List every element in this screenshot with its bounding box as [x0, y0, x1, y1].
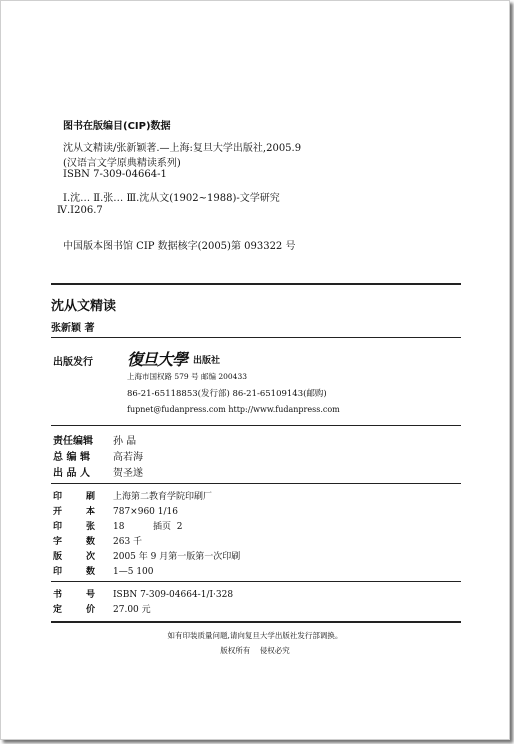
cip-line-2: (汉语言文学原典精读系列): [63, 158, 181, 169]
price-row: [53, 602, 151, 615]
publisher-phones: 86-21-65118853(发行部) 86-21-65109143(邮购): [127, 389, 327, 399]
publisher-label: 出版发行: [53, 357, 93, 368]
isbn-row: [53, 587, 233, 600]
editor-label: 出 品 人: [53, 468, 90, 479]
spec-label: 印 数: [53, 567, 95, 577]
price-label: 定 价: [53, 605, 95, 615]
spec-value: 263 千: [113, 537, 143, 547]
editor-row: [53, 448, 143, 463]
spec-label: 字 数: [53, 537, 95, 547]
editor-row: [53, 464, 143, 479]
divider-title: [51, 337, 461, 338]
divider-bottom: [51, 621, 461, 623]
spec-label: 版 次: [53, 552, 95, 562]
spec-value: 18 插页 2: [113, 522, 183, 532]
author: 张新颖 著: [51, 323, 95, 334]
divider-top: [51, 283, 461, 285]
divider-isbn: [51, 581, 461, 582]
editor-value: 孙 晶: [113, 436, 137, 447]
cip-heading: 图书在版编目(CIP)数据: [63, 121, 171, 132]
spec-row: [53, 534, 142, 547]
divider-specs: [51, 483, 461, 484]
cip-number: 中国版本图书馆 CIP 数据核字(2005)第 093322 号: [63, 241, 296, 252]
spec-value: 787×960 1/16: [113, 507, 178, 517]
publisher-address: 上海市国权路 579 号 邮编 200433: [127, 372, 247, 381]
spec-row: [53, 519, 183, 532]
cip-line-1: 沈从文精读/张新颖著.—上海:复旦大学出版社,2005.9: [63, 143, 302, 154]
spec-label: 开 本: [53, 507, 95, 517]
publisher-suffix: 出版社: [193, 356, 221, 366]
editor-row: [53, 432, 136, 447]
isbn-value: ISBN 7-309-04664-1/I·328: [113, 590, 234, 600]
cip-isbn: ISBN 7-309-04664-1: [63, 169, 167, 180]
spec-row: [53, 489, 212, 502]
spec-value: 2005 年 9 月第一版第一次印刷: [113, 552, 241, 562]
editor-label: 责任编辑: [53, 436, 93, 447]
spec-row: [53, 504, 178, 517]
editor-value: 高若海: [113, 452, 143, 463]
spec-label: 印 刷: [53, 492, 95, 502]
spec-row: [53, 549, 240, 562]
spec-row: [53, 564, 154, 577]
isbn-label: 书 号: [53, 590, 95, 600]
editor-value: 贺圣遂: [113, 468, 143, 479]
rights-notice: 版权所有 侵权必究: [220, 646, 290, 655]
publisher-web: fupnet@fudanpress.com http://www.fudanpress.com: [127, 405, 340, 414]
cip-subject-2: Ⅳ.I206.7: [57, 205, 103, 216]
editor-label: 总 编 辑: [53, 452, 90, 463]
spec-value: 1—5 100: [113, 567, 154, 577]
divider-editors: [51, 425, 461, 426]
spec-label: 印 张: [53, 522, 95, 532]
publisher-logo: 復旦大學: [127, 350, 188, 369]
book-title: 沈从文精读: [51, 299, 117, 314]
spec-value: 上海第二教育学院印刷厂: [113, 492, 213, 502]
cip-subject-1: Ⅰ.沈… Ⅱ.张… Ⅲ.沈从文(1902~1988)-文学研究: [63, 193, 280, 204]
price-value: 27.00 元: [113, 605, 151, 615]
quality-notice: 如有印装质量问题,请向复旦大学出版社发行部调换。: [167, 631, 343, 640]
